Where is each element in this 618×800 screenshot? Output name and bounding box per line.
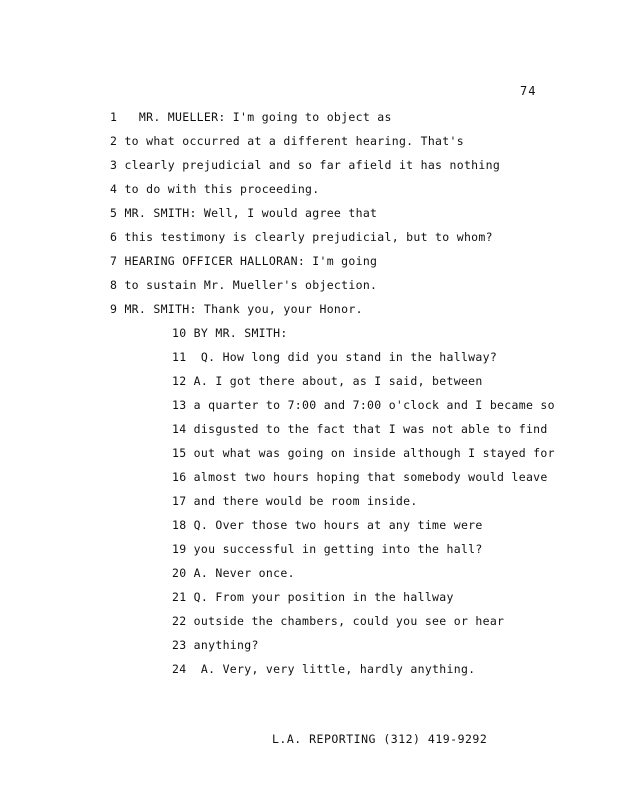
transcript-line-8: 8 to sustain Mr. Mueller's objection.	[110, 278, 378, 292]
transcript-line-19: 19 you successful in getting into the hall?	[172, 542, 483, 556]
transcript-line-23: 23 anything?	[172, 638, 259, 652]
transcript-line-14: 14 disgusted to the fact that I was not able to find	[172, 422, 548, 436]
transcript-line-2: 2 to what occurred at a different hearing. That's	[110, 134, 464, 148]
transcript-line-13: 13 a quarter to 7:00 and 7:00 o'clock and I became so	[172, 398, 555, 412]
transcript-line-11: 11 Q. How long did you stand in the hallway?	[172, 350, 498, 364]
transcript-line-17: 17 and there would be room inside.	[172, 494, 418, 508]
transcript-line-21: 21 Q. From your position in the hallway	[172, 590, 454, 604]
transcript-line-1: 1 MR. MUELLER: I'm going to object as	[110, 110, 392, 124]
transcript-line-18: 18 Q. Over those two hours at any time were	[172, 518, 483, 532]
transcript-line-24: 24 A. Very, very little, hardly anything.	[172, 662, 476, 676]
reporter-footer: L.A. REPORTING (312) 419-9292	[272, 732, 488, 746]
transcript-line-5: 5 MR. SMITH: Well, I would agree that	[110, 206, 378, 220]
transcript-line-9: 9 MR. SMITH: Thank you, your Honor.	[110, 302, 363, 316]
page-number: 74	[520, 84, 537, 98]
transcript-line-16: 16 almost two hours hoping that somebody would leave	[172, 470, 548, 484]
transcript-line-4: 4 to do with this proceeding.	[110, 182, 320, 196]
transcript-line-12: 12 A. I got there about, as I said, between	[172, 374, 483, 388]
transcript-line-15: 15 out what was going on inside although I stayed for	[172, 446, 555, 460]
transcript-line-6: 6 this testimony is clearly prejudicial, but to whom?	[110, 230, 493, 244]
transcript-line-3: 3 clearly prejudicial and so far afield it has nothing	[110, 158, 501, 172]
transcript-line-20: 20 A. Never once.	[172, 566, 295, 580]
transcript-line-7: 7 HEARING OFFICER HALLORAN: I'm going	[110, 254, 378, 268]
transcript-line-10: 10 BY MR. SMITH:	[172, 326, 288, 340]
transcript-line-22: 22 outside the chambers, could you see or hear	[172, 614, 505, 628]
